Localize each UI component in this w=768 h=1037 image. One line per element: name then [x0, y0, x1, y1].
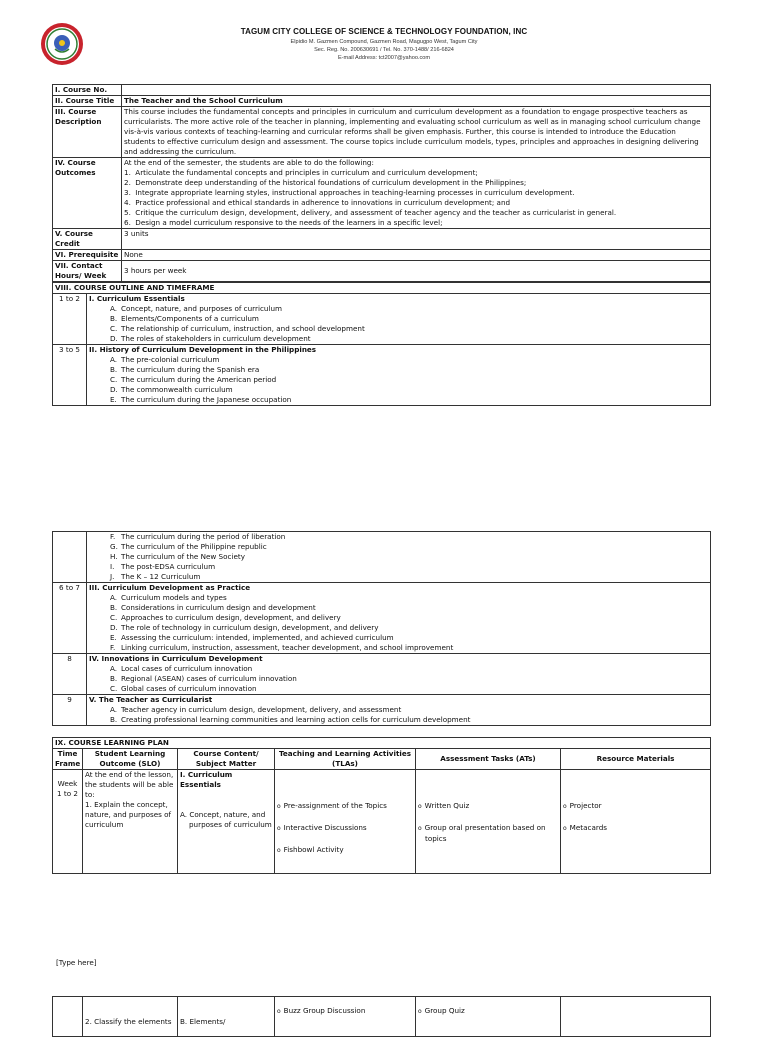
outline-topic-list: [89, 705, 708, 725]
outcome-item: 5. Critique the curriculum design, development, delivery, and assessment of teacher agency and the teacher as curricularist in general.: [124, 208, 617, 217]
outline-topic: A. Curriculum models and types: [110, 593, 227, 602]
plan-content-title: I. Curriculum Essentials: [180, 770, 233, 789]
course-credit-label: V. Course Credit: [53, 229, 122, 250]
outline-topic: E. The curriculum during the Japanese occupation: [110, 395, 292, 404]
outline-topic: B. Creating professional learning communities and learning action cells for curriculum development: [110, 715, 471, 724]
outline-topic: H. The curriculum of the New Society: [110, 552, 245, 561]
outline-unit-title: I. Curriculum Essentials: [89, 294, 185, 303]
outline-topic: A. Local cases of curriculum innovation: [110, 664, 253, 673]
outline-topic: B. The curriculum during the Spanish era: [110, 365, 260, 374]
course-no-label: I. Course No.: [53, 85, 122, 96]
outline-timeframe: 3 to 5: [53, 345, 87, 406]
outcome-item: 1. Articulate the fundamental concepts and principles in curriculum and curriculum development;: [124, 168, 478, 177]
outline-topic: B. Considerations in curriculum design and development: [110, 603, 316, 612]
outline-timeframe: [53, 532, 87, 583]
course-info-table: [52, 84, 711, 282]
prerequisite-label: VI. Prerequisite: [53, 250, 122, 261]
plan-slo-item: 2. Classify the elements: [83, 997, 178, 1037]
course-title-label: II. Course Title: [53, 96, 122, 107]
bullet-icon: o: [418, 803, 422, 810]
plan-slo-intro: At the end of the lesson, the students will be able to:: [85, 770, 174, 799]
plan-at-cell: [416, 997, 561, 1037]
learning-plan-heading: IX. COURSE LEARNING PLAN: [53, 738, 711, 749]
outline-unit-title: II. History of Curriculum Development in the Philippines: [89, 345, 317, 354]
type-here-placeholder: [Type here]: [56, 958, 97, 967]
outcome-item: 4. Practice professional and ethical standards in adherence to innovations in curriculum development; and: [124, 198, 511, 207]
outline-unit: [87, 532, 711, 583]
outline-topic: D. The role of technology in curriculum design, development, and delivery: [110, 623, 379, 632]
plan-slo-cell: [83, 770, 178, 874]
col-header-slo: Student Learning Outcome (SLO): [83, 749, 178, 770]
course-outline-heading: VIII. COURSE OUTLINE AND TIMEFRAME: [53, 283, 711, 294]
contact-hours-label: VII. Contact Hours/ Week: [53, 261, 122, 282]
course-learning-plan-table: [52, 737, 711, 874]
outcome-item: 2. Demonstrate deep understanding of the historical foundations of curriculum development in the Philippines;: [124, 178, 527, 187]
plan-at-cell: [416, 770, 561, 874]
outline-topic: D. The commonwealth curriculum: [110, 385, 233, 394]
bullet-icon: o: [418, 825, 422, 832]
outline-topic: C. The relationship of curriculum, instruction, and school development: [110, 324, 365, 333]
outline-unit: [87, 695, 711, 726]
outline-topic: I. The post-EDSA curriculum: [110, 562, 216, 571]
course-outcomes-cell: [122, 158, 711, 229]
outline-timeframe: 1 to 2: [53, 294, 87, 345]
outline-topic: B. Regional (ASEAN) cases of curriculum innovation: [110, 674, 297, 683]
col-header-content: Course Content/ Subject Matter: [178, 749, 275, 770]
plan-content-item: B. Elements/: [178, 997, 275, 1037]
plan-content-cell: [178, 770, 275, 874]
plan-tla-item: o Buzz Group Discussion: [277, 1006, 366, 1015]
plan-tla-item: o Interactive Discussions: [277, 823, 367, 832]
outline-topic: J. The K – 12 Curriculum: [110, 572, 201, 581]
prerequisite-value: None: [122, 250, 711, 261]
outcome-item: 6. Design a model curriculum responsive to the needs of the learners in a specific level;: [124, 218, 443, 227]
plan-resource-item: o Projector: [563, 801, 602, 810]
outline-topic-list: [89, 304, 708, 344]
outline-timeframe: 8: [53, 654, 87, 695]
col-header-ats: Assessment Tasks (ATs): [416, 749, 561, 770]
plan-time-frame: [53, 997, 83, 1037]
outline-unit-title: III. Curriculum Development as Practice: [89, 583, 251, 592]
course-outcomes-list: [124, 168, 708, 228]
outline-topic: C. Global cases of curriculum innovation: [110, 684, 257, 693]
course-description-label: III. Course Description: [53, 107, 122, 158]
plan-content-item: A. Concept, nature, and purposes of curriculum: [180, 810, 272, 829]
outline-topic: G. The curriculum of the Philippine republic: [110, 542, 267, 551]
plan-resource-item: o Metacards: [563, 823, 608, 832]
bullet-icon: o: [277, 825, 281, 832]
outline-topic-list: [89, 593, 708, 653]
outline-topic: F. The curriculum during the period of liberation: [110, 532, 286, 541]
college-seal-logo: [40, 22, 84, 66]
plan-tla-item: o Fishbowl Activity: [277, 845, 344, 854]
institution-registration: Sec. Reg. No. 200630691 / Tel. No. 370-1488/ 216-6824: [314, 47, 454, 53]
outline-unit: [87, 583, 711, 654]
bullet-icon: o: [418, 1008, 422, 1015]
outline-unit-title: IV. Innovations in Curriculum Development: [89, 654, 263, 663]
plan-resource-cell: [561, 770, 711, 874]
outline-unit: [87, 654, 711, 695]
bullet-icon: o: [563, 803, 567, 810]
outline-timeframe: 9: [53, 695, 87, 726]
outline-timeframe: 6 to 7: [53, 583, 87, 654]
outline-topic: C. The curriculum during the American period: [110, 375, 277, 384]
outline-topic: C. Approaches to curriculum design, development, and delivery: [110, 613, 341, 622]
outline-topic: A. The pre-colonial curriculum: [110, 355, 220, 364]
course-outcomes-label: IV. Course Outcomes: [53, 158, 122, 229]
course-description-value: This course includes the fundamental concepts and principles in curriculum and curriculum development as a foundation to engage prospective teachers as curricularists. The more active role of the teacher in planning, implementing and evaluating school curriculum as well as in managing school curriculum change vis-à-vis various contexts of teaching-learning and curricular reforms shall be given emphasis. Further, this course is intended to introduce the Education students to effective curriculum design and assessment. The course topics include curriculum models, types, principles and approaches in designing delivering and addressing the curriculum.: [122, 107, 711, 158]
outline-topic: B. Elements/Components of a curriculum: [110, 314, 259, 323]
plan-resource-cell: [561, 997, 711, 1037]
course-outcomes-intro: At the end of the semester, the students are able to do the following:: [124, 158, 374, 167]
outline-topic: F. Linking curriculum, instruction, assessment, teacher development, and school improvement: [110, 643, 454, 652]
plan-at-item: o Group Quiz: [418, 1006, 465, 1015]
col-header-resources: Resource Materials: [561, 749, 711, 770]
plan-slo-item: 1. Explain the concept, nature, and purposes of curriculum: [85, 800, 172, 829]
course-outline-continued-table: [52, 531, 711, 726]
outline-unit: [87, 345, 711, 406]
outline-topic: A. Concept, nature, and purposes of curriculum: [110, 304, 283, 313]
plan-tla-cell: [275, 770, 416, 874]
course-title-value: The Teacher and the School Curriculum: [122, 96, 711, 107]
plan-tla-item: o Pre-assignment of the Topics: [277, 801, 387, 810]
institution-name: TAGUM CITY COLLEGE OF SCIENCE & TECHNOLOGY FOUNDATION, INC: [240, 27, 528, 36]
course-credit-value: 3 units: [122, 229, 711, 250]
outline-unit-title: V. The Teacher as Curricularist: [89, 695, 213, 704]
institution-address: Elpidio M. Gazmen Compound, Gazmen Road, Magugpo West, Tagum City: [290, 39, 478, 45]
outline-topic: D. The roles of stakeholders in curriculum development: [110, 334, 311, 343]
plan-tla-cell: [275, 997, 416, 1037]
outline-unit: [87, 294, 711, 345]
outline-topic-list: [89, 532, 708, 582]
bullet-icon: o: [563, 825, 567, 832]
col-header-time-frame: Time Frame: [53, 749, 83, 770]
course-outline-table: [52, 282, 711, 406]
bullet-icon: o: [277, 1008, 281, 1015]
course-learning-plan-continued-table: [52, 996, 711, 1037]
col-header-tlas: Teaching and Learning Activities (TLAs): [275, 749, 416, 770]
plan-time-frame: Week 1 to 2: [53, 770, 83, 874]
plan-at-item: o Written Quiz: [418, 801, 470, 810]
outline-topic-list: [89, 355, 708, 405]
institution-email: E-mail Address: tct2007@yahoo.com: [337, 55, 431, 61]
course-no-value: [122, 85, 711, 96]
outline-topic-list: [89, 664, 708, 694]
outline-topic: E. Assessing the curriculum: intended, implemented, and achieved curriculum: [110, 633, 394, 642]
plan-at-item: o Group oral presentation based on topics: [418, 823, 546, 843]
bullet-icon: o: [277, 847, 281, 854]
contact-hours-value: 3 hours per week: [122, 261, 711, 282]
outline-topic: A. Teacher agency in curriculum design, development, delivery, and assessment: [110, 705, 402, 714]
outcome-item: 3. Integrate appropriate learning styles, instructional approaches in teaching-learning processes in curriculum development.: [124, 188, 575, 197]
bullet-icon: o: [277, 803, 281, 810]
